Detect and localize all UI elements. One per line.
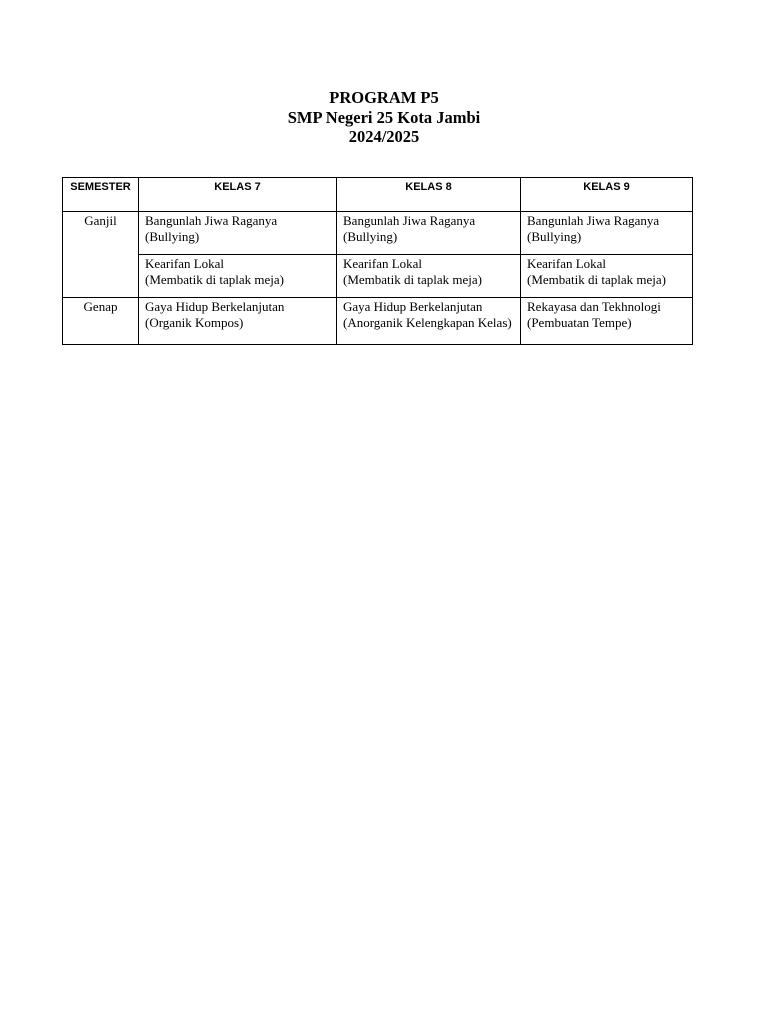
table-cell [337,298,521,345]
title-line-year: 2024/2025 [348,127,420,146]
cell-line: (Organik Kompos) [145,315,244,330]
cell-line: (Pembuatan Tempe) [527,315,632,330]
document-title [0,88,768,147]
header-kelas-9: KELAS 9 [521,178,693,212]
cell-line: Kearifan Lokal [145,256,225,271]
cell-line: Kearifan Lokal [527,256,607,271]
cell-line: Gaya Hidup Berkelanjutan [343,299,483,314]
table-cell [337,212,521,255]
table-header-row [63,178,693,212]
cell-line: Gaya Hidup Berkelanjutan [145,299,285,314]
cell-line: Bangunlah Jiwa Raganya [527,213,660,228]
semester-cell-genap: Genap [63,298,139,345]
cell-line: Kearifan Lokal [343,256,423,271]
header-semester: SEMESTER [63,178,139,212]
cell-line: (Bullying) [145,229,200,244]
table-row [63,255,693,298]
cell-line: (Anorganik Kelengkapan Kelas) [343,315,512,330]
table-cell [139,255,337,298]
cell-line: Bangunlah Jiwa Raganya [343,213,476,228]
table-cell [521,298,693,345]
table-cell [139,298,337,345]
cell-line: (Membatik di taplak meja) [527,272,666,287]
title-line-program: PROGRAM P5 [329,88,439,107]
cell-line: Bangunlah Jiwa Raganya [145,213,278,228]
table-cell [521,212,693,255]
table-row [63,212,693,255]
table-cell [139,212,337,255]
title-line-school: SMP Negeri 25 Kota Jambi [287,107,481,127]
cell-line: (Bullying) [527,229,582,244]
table-row [63,298,693,345]
header-kelas-8: KELAS 8 [337,178,521,212]
program-table [62,177,693,345]
cell-line: (Membatik di taplak meja) [343,272,482,287]
cell-line: Rekayasa dan Tekhnologi [527,299,661,314]
table-cell [521,255,693,298]
semester-cell-ganjil: Ganjil [63,212,139,298]
header-kelas-7: KELAS 7 [139,178,337,212]
cell-line: (Membatik di taplak meja) [145,272,284,287]
table-cell [337,255,521,298]
cell-line: (Bullying) [343,229,398,244]
